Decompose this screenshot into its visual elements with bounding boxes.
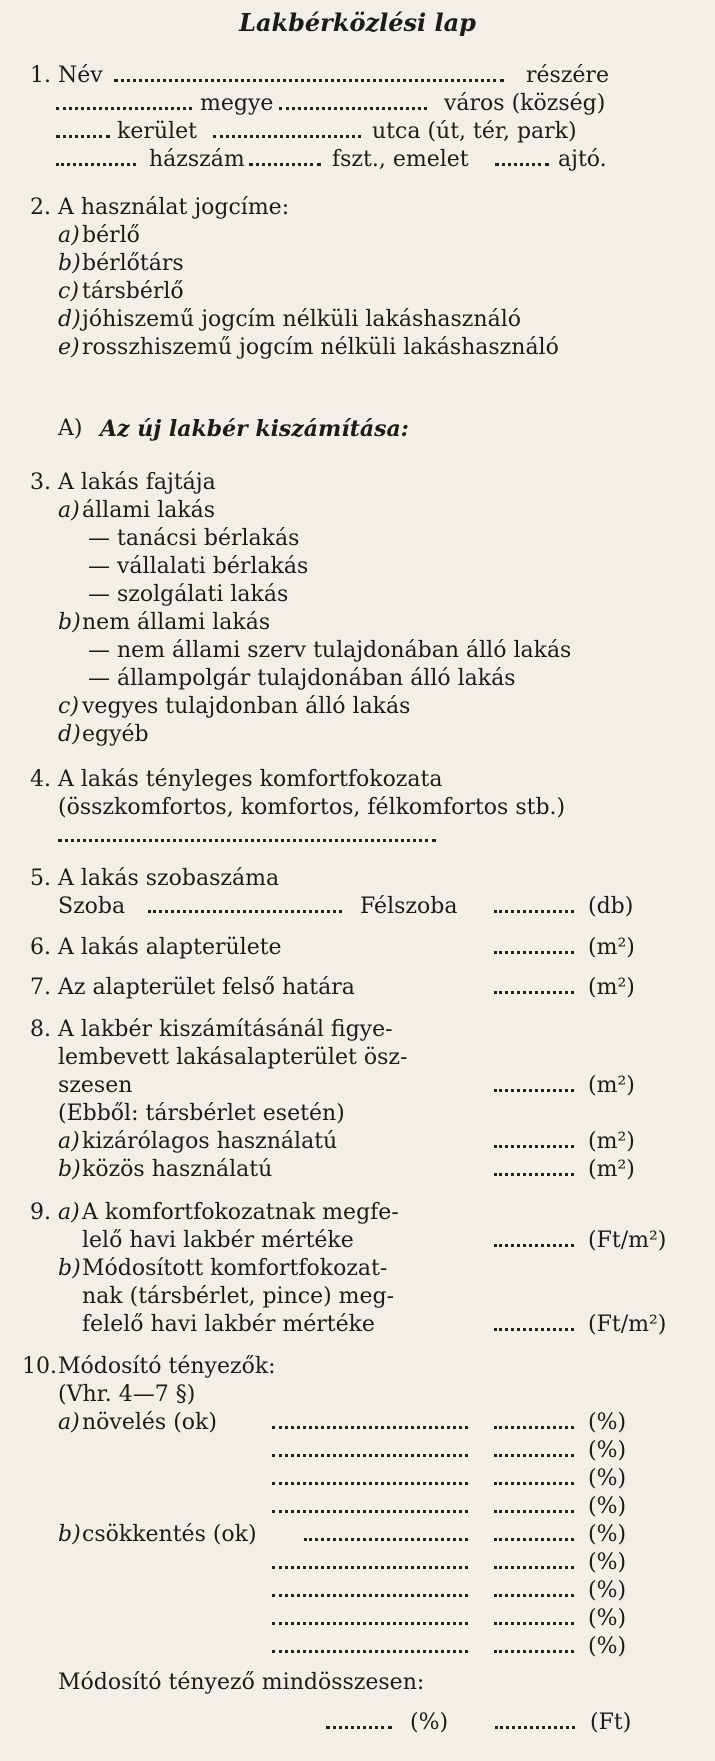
kerulet-label: kerület xyxy=(117,119,197,144)
type-vegyes[interactable]: vegyes tulajdonban álló lakás xyxy=(82,694,411,719)
door-field[interactable] xyxy=(495,163,549,166)
item-8-line2: lembevett lakásalapterület ösz- xyxy=(58,1045,408,1070)
increase-unit-4: (%) xyxy=(588,1494,627,1519)
name-field[interactable] xyxy=(114,79,504,82)
item-9b-letter: b) xyxy=(58,1256,81,1281)
item-8a-text: kizárólagos használatú xyxy=(82,1129,338,1154)
rooms-unit: (db) xyxy=(588,894,634,919)
option-tarsberlo[interactable]: társbérlő xyxy=(82,279,184,304)
option-b-letter: b) xyxy=(58,251,81,276)
fszt-label: fszt., emelet xyxy=(332,147,469,172)
half-rooms-field[interactable] xyxy=(494,910,574,913)
item-8a-unit: (m²) xyxy=(588,1129,635,1154)
item-10-ref: (Vhr. 4—7 §) xyxy=(58,1382,196,1407)
item-5-number: 5. xyxy=(30,866,51,891)
type-allampolgar[interactable]: — állampolgár tulajdonában álló lakás xyxy=(88,666,516,691)
decrease-reason-5[interactable] xyxy=(272,1650,468,1653)
type-szolgalati[interactable]: — szolgálati lakás xyxy=(88,582,289,607)
type-d-letter: d) xyxy=(58,722,81,747)
section-a-prefix: A) xyxy=(58,416,83,441)
type-nem-allami-szerv[interactable]: — nem állami szerv tulajdonában álló lakás xyxy=(88,638,572,663)
option-berlotars[interactable]: bérlőtárs xyxy=(82,251,184,276)
decrease-reason-3[interactable] xyxy=(272,1594,468,1597)
item-9b-line3: felelő havi lakbér mértéke xyxy=(82,1312,375,1337)
type-vallalati[interactable]: — vállalati bérlakás xyxy=(88,554,309,579)
name-label: Név xyxy=(58,63,103,88)
option-e-letter: e) xyxy=(58,335,80,360)
item-3-heading: A lakás fajtája xyxy=(58,470,216,495)
item-7-number: 7. xyxy=(30,975,51,1000)
item-9a-line1: A komfortfokozatnak megfe- xyxy=(82,1200,399,1225)
area-limit-field[interactable] xyxy=(494,991,574,994)
item-8b-unit: (m²) xyxy=(588,1157,635,1182)
increase-pct-2[interactable] xyxy=(494,1454,574,1457)
increase-reason-3[interactable] xyxy=(272,1482,468,1485)
decrease-pct-3[interactable] xyxy=(494,1594,574,1597)
item-7-text: Az alapterület felső határa xyxy=(58,975,355,1000)
comfort-field[interactable] xyxy=(58,839,436,842)
item-9b-line1: Módosított komfortfokozat- xyxy=(82,1256,388,1281)
decrease-reason-1[interactable] xyxy=(304,1538,468,1541)
felszoba-label: Félszoba xyxy=(360,894,458,919)
increase-reason-2[interactable] xyxy=(272,1454,468,1457)
increase-unit-2: (%) xyxy=(588,1438,627,1463)
megye-label: megye xyxy=(200,91,274,116)
total-area-field[interactable] xyxy=(494,1089,574,1092)
street-field[interactable] xyxy=(213,135,361,138)
item-7-unit: (m²) xyxy=(588,975,635,1000)
type-tanacsi[interactable]: — tanácsi bérlakás xyxy=(88,526,300,551)
district-field[interactable] xyxy=(56,135,110,138)
increase-pct-3[interactable] xyxy=(494,1482,574,1485)
increase-reason-4[interactable] xyxy=(272,1510,468,1513)
shared-area-field[interactable] xyxy=(494,1173,574,1176)
decrease-label: csökkentés (ok) xyxy=(82,1522,257,1547)
option-rosszhiszemu[interactable]: rosszhiszemű jogcím nélküli lakáshasználó xyxy=(82,335,559,360)
decrease-unit-5: (%) xyxy=(588,1634,627,1659)
type-b-letter: b) xyxy=(58,610,81,635)
house-number-field[interactable] xyxy=(56,163,136,166)
option-d-letter: d) xyxy=(58,307,81,332)
item-3-number: 3. xyxy=(30,470,51,495)
increase-unit-3: (%) xyxy=(588,1466,627,1491)
decrease-unit-4: (%) xyxy=(588,1606,627,1631)
hazszam-label: házszám xyxy=(149,147,245,172)
modifier-total-ft-unit: (Ft) xyxy=(590,1710,632,1735)
rooms-field[interactable] xyxy=(148,910,342,913)
section-a-title: Az új lakbér kiszámítása: xyxy=(100,416,409,442)
type-c-letter: c) xyxy=(58,694,79,719)
decrease-pct-4[interactable] xyxy=(494,1622,574,1625)
increase-unit-1: (%) xyxy=(588,1410,627,1435)
item-9a-letter: a) xyxy=(58,1200,80,1225)
decrease-unit-1: (%) xyxy=(588,1522,627,1547)
increase-label: növelés (ok) xyxy=(82,1410,217,1435)
item-4-number: 4. xyxy=(30,767,51,792)
item-1-number: 1. xyxy=(30,63,51,88)
increase-reason-1[interactable] xyxy=(272,1426,468,1429)
increase-letter: a) xyxy=(58,1410,80,1435)
item-5-heading: A lakás szobaszáma xyxy=(58,866,280,891)
item-8-unit: (m²) xyxy=(588,1073,635,1098)
item-10-number: 10. xyxy=(22,1354,57,1379)
exclusive-area-field[interactable] xyxy=(494,1145,574,1148)
item-6-number: 6. xyxy=(30,935,51,960)
decrease-letter: b) xyxy=(58,1522,81,1547)
item-8-number: 8. xyxy=(30,1017,51,1042)
item-8-line1: A lakbér kiszámításánál figye- xyxy=(58,1017,393,1042)
monthly-rate-field[interactable] xyxy=(494,1244,574,1247)
utca-label: utca (út, tér, park) xyxy=(372,119,577,144)
item-9a-line2: lelő havi lakbér mértéke xyxy=(82,1228,354,1253)
option-c-letter: c) xyxy=(58,279,79,304)
item-10-heading: Módosító tényezők: xyxy=(58,1354,276,1379)
decrease-pct-1[interactable] xyxy=(494,1538,574,1541)
modifier-total-label: Módosító tényező mindösszesen: xyxy=(58,1670,425,1695)
decrease-reason-2[interactable] xyxy=(272,1566,468,1569)
page-title: Lakbérközlési lap xyxy=(239,8,476,37)
county-field[interactable] xyxy=(56,107,192,110)
item-2-number: 2. xyxy=(30,195,51,220)
reszere-label: részére xyxy=(526,63,609,88)
option-johiszemu[interactable]: jóhiszemű jogcím nélküli lakáshasználó xyxy=(82,307,521,332)
item-8a-letter: a) xyxy=(58,1129,80,1154)
decrease-reason-4[interactable] xyxy=(272,1622,468,1625)
item-9b-line2: nak (társbérlet, pince) meg- xyxy=(82,1284,395,1309)
floor-area-field[interactable] xyxy=(494,951,574,954)
increase-pct-1[interactable] xyxy=(494,1426,574,1429)
modifier-total-pct-field[interactable] xyxy=(326,1726,392,1729)
varos-label: város (község) xyxy=(444,91,606,116)
floor-field[interactable] xyxy=(249,163,321,166)
item-4-line2: (összkomfortos, komfortos, félkomfortos stb.) xyxy=(58,795,566,820)
type-allami[interactable]: állami lakás xyxy=(82,498,216,523)
type-nem-allami[interactable]: nem állami lakás xyxy=(82,610,271,635)
increase-pct-4[interactable] xyxy=(494,1510,574,1513)
item-9a-unit: (Ft/m²) xyxy=(588,1228,667,1253)
option-berlo[interactable]: bérlő xyxy=(82,223,140,248)
item-8-line3: szesen xyxy=(58,1073,133,1098)
item-6-text: A lakás alapterülete xyxy=(58,935,282,960)
modifier-total-ft-field[interactable] xyxy=(495,1726,575,1729)
decrease-pct-5[interactable] xyxy=(494,1650,574,1653)
item-8b-letter: b) xyxy=(58,1157,81,1182)
szoba-label: Szoba xyxy=(58,894,126,919)
modifier-total-pct-unit: (%) xyxy=(410,1710,449,1735)
item-6-unit: (m²) xyxy=(588,935,635,960)
decrease-pct-2[interactable] xyxy=(494,1566,574,1569)
type-egyeb[interactable]: egyéb xyxy=(82,722,149,747)
item-8b-text: közös használatú xyxy=(82,1157,273,1182)
item-8-line4: (Ebből: társbérlet esetén) xyxy=(58,1101,345,1126)
modified-rate-field[interactable] xyxy=(494,1328,574,1331)
item-9b-unit: (Ft/m²) xyxy=(588,1312,667,1337)
decrease-unit-3: (%) xyxy=(588,1578,627,1603)
type-a-letter: a) xyxy=(58,498,80,523)
decrease-unit-2: (%) xyxy=(588,1550,627,1575)
item-9-number: 9. xyxy=(30,1200,51,1225)
item-2-heading: A használat jogcíme: xyxy=(58,195,290,220)
item-4-line1: A lakás tényleges komfortfokozata xyxy=(58,767,443,792)
option-a-letter: a) xyxy=(58,223,80,248)
city-field[interactable] xyxy=(279,107,427,110)
ajto-label: ajtó. xyxy=(558,147,607,172)
